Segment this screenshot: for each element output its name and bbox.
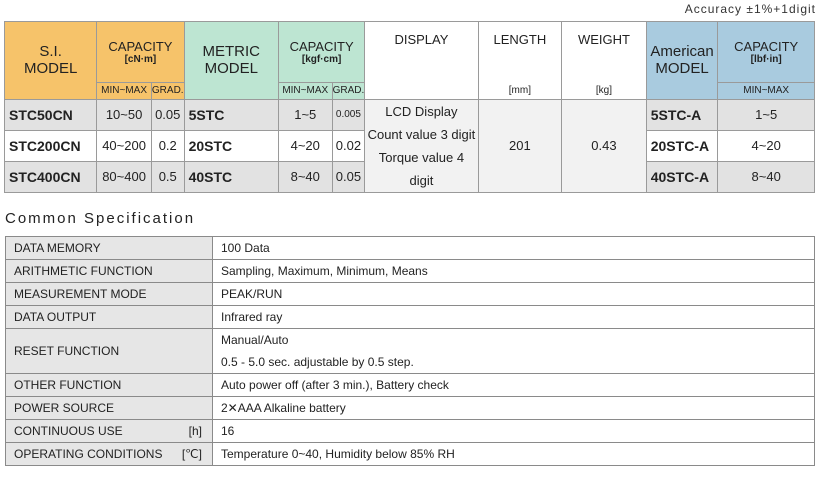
spec-value: Auto power off (after 3 min.), Battery check	[213, 374, 815, 397]
display-line: LCD Display	[385, 103, 458, 119]
spec-label-text: POWER SOURCE	[14, 401, 115, 415]
spec-label-text: OPERATING CONDITIONS	[14, 447, 163, 461]
spec-label-text: RESET FUNCTION	[14, 344, 120, 358]
metric-capacity-header	[278, 22, 364, 83]
si-grad-cell: 0.5	[151, 161, 184, 192]
spec-label-text: CONTINUOUS USE	[14, 424, 123, 438]
si-grad-cell: 0.05	[151, 99, 184, 130]
american-range-cell: 4~20	[718, 130, 815, 161]
metric-minmax-header: MIN~MAX	[278, 82, 332, 99]
spec-row	[6, 397, 815, 420]
accuracy-note: Accuracy ±1%+1digit	[684, 2, 816, 16]
american-model-cell: 5STC-A	[646, 99, 718, 130]
american-range-cell: 8~40	[718, 161, 815, 192]
spec-value: 100 Data	[213, 237, 815, 260]
metric-capacity-unit: [kgf·cm]	[301, 53, 342, 65]
metric-grad-header: GRAD.	[332, 82, 365, 99]
si-grad-header: GRAD.	[151, 82, 184, 99]
display-line: Count value 3 digit	[367, 126, 476, 142]
spec-row	[6, 420, 815, 443]
metric-range-cell: 4~20	[278, 130, 332, 161]
metric-model-cell: 5STC	[184, 99, 278, 130]
spec-label	[6, 306, 213, 329]
spec-value: 16	[213, 420, 815, 443]
table-row	[5, 99, 815, 130]
si-model-cell: STC50CN	[5, 99, 97, 130]
spec-label	[6, 283, 213, 306]
spec-label	[6, 443, 213, 466]
metric-capacity-label: CAPACITY	[289, 38, 354, 54]
spec-row	[6, 443, 815, 466]
si-model-cell: STC400CN	[5, 161, 97, 192]
metric-range-cell: 8~40	[278, 161, 332, 192]
spec-row	[6, 237, 815, 260]
si-capacity-unit: [cN·m]	[124, 53, 157, 65]
american-capacity-label: CAPACITY	[734, 38, 799, 54]
spec-label	[6, 260, 213, 283]
spec-value: 2✕AAA Alkaline battery	[213, 397, 815, 420]
si-model-cell: STC200CN	[5, 130, 97, 161]
american-model-cell: 20STC-A	[646, 130, 718, 161]
si-model-header: S.I. MODEL	[5, 22, 97, 100]
metric-model-cell: 40STC	[184, 161, 278, 192]
weight-header: WEIGHT	[562, 22, 647, 83]
length-cell: 201	[478, 99, 562, 192]
american-range-cell: 1~5	[718, 99, 815, 130]
spec-row	[6, 260, 815, 283]
si-minmax-header: MIN~MAX	[97, 82, 152, 99]
model-table	[4, 21, 815, 193]
spec-value-line: Manual/Auto	[221, 333, 289, 347]
length-header: LENGTH	[478, 22, 562, 83]
spec-label-text: OTHER FUNCTION	[14, 378, 122, 392]
display-header: DISPLAY	[365, 22, 478, 100]
spec-label	[6, 374, 213, 397]
american-model-header: American MODEL	[646, 22, 718, 100]
american-minmax-header: MIN~MAX	[718, 82, 815, 99]
metric-grad-cell: 0.05	[332, 161, 365, 192]
spec-label-text: DATA OUTPUT	[14, 310, 97, 324]
common-spec-title: Common Specification	[5, 210, 196, 227]
si-range-cell: 10~50	[97, 99, 152, 130]
spec-row	[6, 306, 815, 329]
spec-label-text: DATA MEMORY	[14, 241, 101, 255]
spec-label	[6, 420, 213, 443]
spec-label	[6, 237, 213, 260]
si-capacity-header	[97, 22, 184, 83]
spec-label	[6, 397, 213, 420]
spec-value: Temperature 0~40, Humidity below 85% RH	[213, 443, 815, 466]
spec-table	[5, 236, 815, 466]
si-range-cell: 40~200	[97, 130, 152, 161]
si-grad-cell: 0.2	[151, 130, 184, 161]
spec-label-unit: [℃]	[181, 447, 202, 461]
metric-grad-cell: 0.02	[332, 130, 365, 161]
spec-value: Infrared ray	[213, 306, 815, 329]
metric-model-header: METRIC MODEL	[184, 22, 278, 100]
spec-row	[6, 374, 815, 397]
spec-value: Sampling, Maximum, Minimum, Means	[213, 260, 815, 283]
display-cell	[365, 99, 478, 192]
american-model-cell: 40STC-A	[646, 161, 718, 192]
spec-row	[6, 283, 815, 306]
weight-unit: [kg]	[562, 82, 647, 99]
spec-label-text: MEASUREMENT MODE	[14, 287, 147, 301]
metric-range-cell: 1~5	[278, 99, 332, 130]
weight-cell: 0.43	[562, 99, 647, 192]
american-capacity-header	[718, 22, 815, 83]
si-capacity-label: CAPACITY	[108, 38, 173, 54]
spec-row	[6, 329, 815, 374]
american-capacity-unit: [lbf·in]	[750, 53, 782, 65]
spec-label-text: ARITHMETIC FUNCTION	[14, 264, 153, 278]
metric-grad-cell: 0.005	[332, 99, 365, 130]
spec-label-unit: [h]	[188, 424, 202, 438]
spec-value	[213, 329, 815, 374]
metric-model-cell: 20STC	[184, 130, 278, 161]
spec-value-line: 0.5 - 5.0 sec. adjustable by 0.5 step.	[221, 355, 414, 369]
length-unit: [mm]	[478, 82, 562, 99]
si-range-cell: 80~400	[97, 161, 152, 192]
spec-value: PEAK/RUN	[213, 283, 815, 306]
display-line: Torque value 4 digit	[378, 149, 465, 188]
spec-label	[6, 329, 213, 374]
